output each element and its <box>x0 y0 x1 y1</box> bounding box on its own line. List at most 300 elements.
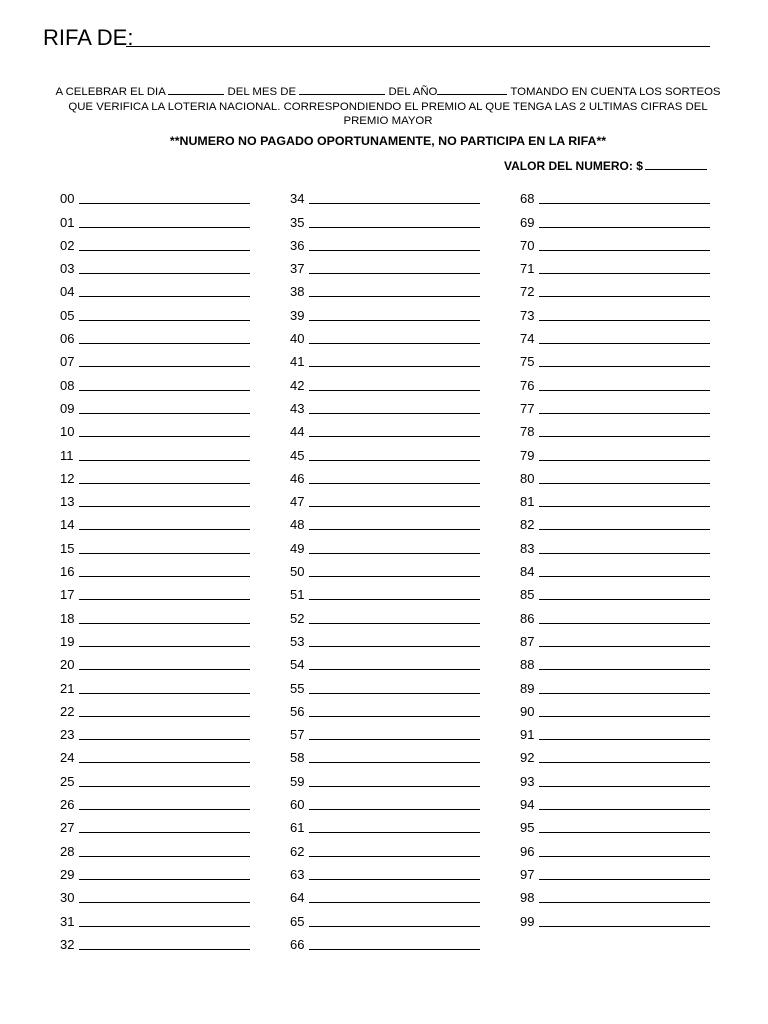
entry-name-line[interactable] <box>309 832 480 833</box>
entry-name-line[interactable] <box>539 320 710 321</box>
entry-name-line[interactable] <box>539 926 710 927</box>
entry-number: 36 <box>290 237 305 253</box>
entry-number: 47 <box>290 494 305 510</box>
entry-name-line[interactable] <box>309 926 480 927</box>
entry-name-line[interactable] <box>539 669 710 670</box>
entry-name-line[interactable] <box>309 390 480 391</box>
entry-name-line[interactable] <box>539 599 710 600</box>
entry-name-line[interactable] <box>309 786 480 787</box>
entry-number: 73 <box>520 307 535 323</box>
raffle-entry <box>60 790 250 813</box>
entry-name-line[interactable] <box>539 483 710 484</box>
entry-name-line[interactable] <box>309 506 480 507</box>
entry-number: 39 <box>290 307 305 323</box>
entry-name-line[interactable] <box>79 623 250 624</box>
entry-name-line[interactable] <box>79 273 250 274</box>
entry-name-line[interactable] <box>79 506 250 507</box>
entry-number: 75 <box>520 354 535 370</box>
raffle-entry <box>290 650 480 673</box>
entry-number: 27 <box>60 820 75 836</box>
entry-name-line[interactable] <box>79 902 250 903</box>
entry-name-line[interactable] <box>79 390 250 391</box>
entry-number: 30 <box>60 890 75 906</box>
entry-name-line[interactable] <box>79 250 250 251</box>
entry-number: 90 <box>520 703 535 719</box>
raffle-entry <box>290 254 480 277</box>
entry-number: 68 <box>520 191 535 207</box>
entry-name-line[interactable] <box>309 693 480 694</box>
entry-number: 43 <box>290 400 305 416</box>
raffle-entry <box>290 300 480 323</box>
entry-name-line[interactable] <box>309 436 480 437</box>
entry-name-line[interactable] <box>79 553 250 554</box>
entry-name-line[interactable] <box>309 553 480 554</box>
entry-number: 55 <box>290 680 305 696</box>
entry-name-line[interactable] <box>309 529 480 530</box>
entry-name-line[interactable] <box>309 227 480 228</box>
entry-number: 96 <box>520 843 535 859</box>
entry-number: 25 <box>60 773 75 789</box>
raffle-entry <box>290 790 480 813</box>
raffle-entry <box>60 184 250 207</box>
raffle-entry <box>520 394 710 417</box>
raffle-entry <box>520 464 710 487</box>
entry-name-line[interactable] <box>309 762 480 763</box>
entry-name-line[interactable] <box>539 716 710 717</box>
entry-number: 15 <box>60 540 75 556</box>
raffle-entry <box>290 464 480 487</box>
entry-name-line[interactable] <box>309 320 480 321</box>
entry-number: 92 <box>520 750 535 766</box>
day-blank[interactable] <box>168 84 224 95</box>
raffle-entry <box>520 277 710 300</box>
entry-number: 10 <box>60 424 75 440</box>
raffle-entry <box>520 231 710 254</box>
entry-name-line[interactable] <box>79 413 250 414</box>
raffle-entry <box>520 370 710 393</box>
entry-name-line[interactable] <box>79 529 250 530</box>
entry-number: 54 <box>290 657 305 673</box>
raffle-entry <box>60 370 250 393</box>
entry-number: 49 <box>290 540 305 556</box>
raffle-entry <box>520 417 710 440</box>
entry-number: 46 <box>290 470 305 486</box>
entry-number: 88 <box>520 657 535 673</box>
entry-name-line[interactable] <box>539 366 710 367</box>
raffle-entry <box>60 533 250 556</box>
entry-number: 05 <box>60 307 75 323</box>
entry-number: 16 <box>60 564 75 580</box>
raffle-entry <box>290 277 480 300</box>
numbers-column-1 <box>60 184 250 953</box>
entry-number: 04 <box>60 284 75 300</box>
raffle-entry <box>520 440 710 463</box>
entry-number: 48 <box>290 517 305 533</box>
entry-name-line[interactable] <box>309 250 480 251</box>
entry-number: 56 <box>290 703 305 719</box>
entry-number: 37 <box>290 261 305 277</box>
entry-name-line[interactable] <box>539 436 710 437</box>
entry-name-line[interactable] <box>79 296 250 297</box>
entry-number: 98 <box>520 890 535 906</box>
raffle-entry <box>60 254 250 277</box>
year-blank[interactable] <box>437 84 507 95</box>
entry-name-line[interactable] <box>79 832 250 833</box>
entry-name-line[interactable] <box>539 529 710 530</box>
entry-number: 99 <box>520 913 535 929</box>
entry-number: 20 <box>60 657 75 673</box>
entry-name-line[interactable] <box>309 716 480 717</box>
entry-name-line[interactable] <box>79 739 250 740</box>
entry-name-line[interactable] <box>79 669 250 670</box>
month-blank[interactable] <box>299 84 385 95</box>
raffle-entry <box>290 883 480 906</box>
entry-name-line[interactable] <box>79 879 250 880</box>
raffle-entry <box>60 417 250 440</box>
entry-name-line[interactable] <box>79 436 250 437</box>
entry-number: 95 <box>520 820 535 836</box>
raffle-entry <box>60 440 250 463</box>
entry-name-line[interactable] <box>309 413 480 414</box>
entry-name-line[interactable] <box>79 599 250 600</box>
entry-name-line[interactable] <box>309 949 480 950</box>
entry-name-line[interactable] <box>539 553 710 554</box>
raffle-entry <box>290 557 480 580</box>
raffle-entry <box>290 510 480 533</box>
entry-number: 06 <box>60 331 75 347</box>
entry-name-line[interactable] <box>309 343 480 344</box>
raffle-entry <box>290 930 480 953</box>
entry-name-line[interactable] <box>309 902 480 903</box>
entry-name-line[interactable] <box>309 646 480 647</box>
entry-name-line[interactable] <box>79 320 250 321</box>
entry-name-line[interactable] <box>539 576 710 577</box>
raffle-entry <box>290 394 480 417</box>
entry-name-line[interactable] <box>79 786 250 787</box>
raffle-entry <box>290 906 480 929</box>
raffle-entry <box>60 720 250 743</box>
raffle-entry <box>520 860 710 883</box>
entry-name-line[interactable] <box>79 926 250 927</box>
entry-number: 62 <box>290 843 305 859</box>
entry-number: 84 <box>520 564 535 580</box>
entry-number: 58 <box>290 750 305 766</box>
raffle-entry <box>290 184 480 207</box>
entry-number: 42 <box>290 377 305 393</box>
entry-number: 65 <box>290 913 305 929</box>
payment-notice: **NUMERO NO PAGADO OPORTUNAMENTE, NO PARTICIPA EN LA RIFA** <box>169 134 607 148</box>
raffle-entry <box>520 184 710 207</box>
raffle-entry <box>60 207 250 230</box>
entry-name-line[interactable] <box>539 506 710 507</box>
raffle-entry <box>520 254 710 277</box>
entry-number: 94 <box>520 797 535 813</box>
raffle-entry <box>60 930 250 953</box>
raffle-entry <box>60 860 250 883</box>
entry-name-line[interactable] <box>309 599 480 600</box>
entry-name-line[interactable] <box>309 739 480 740</box>
entry-name-line[interactable] <box>79 203 250 204</box>
entry-number: 40 <box>290 331 305 347</box>
raffle-entry <box>60 603 250 626</box>
entry-name-line[interactable] <box>539 623 710 624</box>
raffle-entry <box>520 673 710 696</box>
raffle-entry <box>520 300 710 323</box>
entry-number: 17 <box>60 587 75 603</box>
raffle-entry <box>60 650 250 673</box>
entry-number: 93 <box>520 773 535 789</box>
raffle-entry <box>290 417 480 440</box>
raffle-entry <box>60 813 250 836</box>
entry-number: 03 <box>60 261 75 277</box>
entry-name-line[interactable] <box>539 739 710 740</box>
entry-number: 70 <box>520 237 535 253</box>
entry-number: 61 <box>290 820 305 836</box>
entry-number: 51 <box>290 587 305 603</box>
entry-name-line[interactable] <box>79 646 250 647</box>
raffle-entry <box>60 580 250 603</box>
entry-number: 08 <box>60 377 75 393</box>
raffle-entry <box>60 743 250 766</box>
raffle-entry <box>60 627 250 650</box>
numbers-column-2 <box>290 184 480 953</box>
entry-number: 89 <box>520 680 535 696</box>
raffle-entry <box>520 347 710 370</box>
raffle-entry <box>520 580 710 603</box>
entry-name-line[interactable] <box>539 646 710 647</box>
valor-blank[interactable] <box>645 158 707 170</box>
raffle-entry <box>60 394 250 417</box>
raffle-entry <box>520 743 710 766</box>
entry-number: 64 <box>290 890 305 906</box>
entry-number: 01 <box>60 214 75 230</box>
entry-name-line[interactable] <box>539 856 710 857</box>
entry-name-line[interactable] <box>309 296 480 297</box>
raffle-entry <box>290 766 480 789</box>
entry-name-line[interactable] <box>79 227 250 228</box>
entry-name-line[interactable] <box>309 483 480 484</box>
raffle-entry <box>60 231 250 254</box>
entry-name-line[interactable] <box>539 413 710 414</box>
raffle-entry <box>60 836 250 859</box>
raffle-entry <box>520 813 710 836</box>
entry-number: 11 <box>60 447 74 463</box>
entry-name-line[interactable] <box>539 832 710 833</box>
intro-paragraph <box>50 84 726 129</box>
entry-name-line[interactable] <box>309 203 480 204</box>
raffle-entry <box>60 464 250 487</box>
entry-number: 76 <box>520 377 535 393</box>
raffle-entry <box>290 697 480 720</box>
raffle-entry <box>520 627 710 650</box>
entry-number: 32 <box>60 936 75 952</box>
raffle-entry <box>290 743 480 766</box>
raffle-entry <box>290 440 480 463</box>
entry-number: 14 <box>60 517 75 533</box>
entry-name-line[interactable] <box>79 483 250 484</box>
raffle-entry <box>60 510 250 533</box>
raffle-entry <box>60 883 250 906</box>
entry-name-line[interactable] <box>539 227 710 228</box>
intro-part-1: A CELEBRAR EL DIA <box>55 86 166 98</box>
entry-name-line[interactable] <box>79 856 250 857</box>
raffle-entry <box>520 720 710 743</box>
raffle-entry <box>60 673 250 696</box>
entry-number: 59 <box>290 773 305 789</box>
entry-number: 38 <box>290 284 305 300</box>
entry-name-line[interactable] <box>79 716 250 717</box>
raffle-entry <box>290 860 480 883</box>
entry-number: 81 <box>520 494 535 510</box>
entry-number: 24 <box>60 750 75 766</box>
entry-name-line[interactable] <box>79 809 250 810</box>
entry-number: 26 <box>60 797 75 813</box>
entry-name-line[interactable] <box>309 366 480 367</box>
entry-name-line[interactable] <box>539 343 710 344</box>
entry-number: 12 <box>60 470 75 486</box>
entry-name-line[interactable] <box>309 273 480 274</box>
entry-number: 97 <box>520 866 535 882</box>
raffle-entry <box>60 347 250 370</box>
entry-number: 52 <box>290 610 305 626</box>
raffle-entry <box>290 533 480 556</box>
entry-name-line[interactable] <box>309 623 480 624</box>
raffle-entry <box>290 207 480 230</box>
entry-name-line[interactable] <box>79 762 250 763</box>
entry-number: 35 <box>290 214 305 230</box>
entry-number: 13 <box>60 494 75 510</box>
raffle-entry <box>520 697 710 720</box>
raffle-entry <box>60 906 250 929</box>
entry-number: 82 <box>520 517 535 533</box>
raffle-entry <box>290 580 480 603</box>
entry-number: 07 <box>60 354 75 370</box>
entry-number: 02 <box>60 237 75 253</box>
entry-number: 18 <box>60 610 75 626</box>
entry-number: 28 <box>60 843 75 859</box>
entry-name-line[interactable] <box>539 762 710 763</box>
entry-number: 19 <box>60 633 75 649</box>
entry-name-line[interactable] <box>539 693 710 694</box>
raffle-entry <box>60 277 250 300</box>
entry-name-line[interactable] <box>309 809 480 810</box>
entry-number: 83 <box>520 540 535 556</box>
entry-number: 85 <box>520 587 535 603</box>
entry-number: 66 <box>290 936 305 952</box>
entry-name-line[interactable] <box>539 273 710 274</box>
intro-part-2: DEL MES DE <box>227 86 297 98</box>
entry-number: 29 <box>60 866 75 882</box>
raffle-entry <box>60 557 250 580</box>
entry-number: 00 <box>60 191 75 207</box>
raffle-entry <box>290 836 480 859</box>
entry-number: 72 <box>520 284 535 300</box>
entry-number: 63 <box>290 866 305 882</box>
entry-number: 91 <box>520 727 535 743</box>
raffle-entry <box>60 300 250 323</box>
entry-name-line[interactable] <box>79 693 250 694</box>
raffle-entry <box>520 790 710 813</box>
raffle-entry <box>520 557 710 580</box>
entry-name-line[interactable] <box>539 390 710 391</box>
entry-name-line[interactable] <box>309 669 480 670</box>
raffle-entry <box>60 487 250 510</box>
raffle-entry <box>290 603 480 626</box>
entry-name-line[interactable] <box>539 296 710 297</box>
raffle-entry <box>290 487 480 510</box>
entry-name-line[interactable] <box>539 460 710 461</box>
title-blank-line[interactable] <box>126 46 710 47</box>
entry-number: 44 <box>290 424 305 440</box>
raffle-entry <box>520 836 710 859</box>
entry-number: 21 <box>60 680 75 696</box>
entry-name-line[interactable] <box>79 366 250 367</box>
entry-name-line[interactable] <box>539 809 710 810</box>
raffle-entry <box>290 231 480 254</box>
raffle-entry <box>60 324 250 347</box>
raffle-entry <box>60 697 250 720</box>
raffle-entry <box>290 347 480 370</box>
raffle-entry <box>520 883 710 906</box>
raffle-entry <box>520 207 710 230</box>
entry-name-line[interactable] <box>539 786 710 787</box>
entry-name-line[interactable] <box>309 460 480 461</box>
raffle-entry <box>290 370 480 393</box>
raffle-entry <box>520 533 710 556</box>
entry-number: 78 <box>520 424 535 440</box>
entry-number: 57 <box>290 727 305 743</box>
intro-part-4: TOMANDO EN CUENTA LOS SORTEOS QUE VERIFICA LA LOTERIA NACIONAL. CORRESPONDIENDO EL PREMIO AL QUE TENGA LAS 2 ULTIMAS CIFRAS DEL PREMIO MAYOR <box>68 86 721 127</box>
entry-name-line[interactable] <box>539 203 710 204</box>
raffle-entry <box>290 673 480 696</box>
entry-number: 41 <box>290 354 305 370</box>
entry-name-line[interactable] <box>79 576 250 577</box>
entry-number: 23 <box>60 727 75 743</box>
entry-name-line[interactable] <box>309 856 480 857</box>
raffle-entry <box>520 487 710 510</box>
valor-numero <box>504 158 707 174</box>
raffle-entry <box>520 510 710 533</box>
raffle-entry <box>60 766 250 789</box>
entry-number: 09 <box>60 400 75 416</box>
raffle-entry <box>520 324 710 347</box>
entry-number: 86 <box>520 610 535 626</box>
entry-name-line[interactable] <box>539 250 710 251</box>
entry-number: 74 <box>520 331 535 347</box>
entry-name-line[interactable] <box>539 879 710 880</box>
raffle-entry <box>290 720 480 743</box>
raffle-entry <box>520 906 710 929</box>
entry-name-line[interactable] <box>79 343 250 344</box>
entry-number: 45 <box>290 447 305 463</box>
raffle-entry <box>520 650 710 673</box>
raffle-entry <box>290 324 480 347</box>
entry-number: 77 <box>520 400 535 416</box>
entry-number: 79 <box>520 447 535 463</box>
raffle-entry <box>290 813 480 836</box>
entry-name-line[interactable] <box>79 460 250 461</box>
entry-name-line[interactable] <box>309 879 480 880</box>
entry-name-line[interactable] <box>309 576 480 577</box>
raffle-entry <box>290 627 480 650</box>
entry-name-line[interactable] <box>539 902 710 903</box>
raffle-entry <box>520 766 710 789</box>
valor-label: VALOR DEL NUMERO: $ <box>504 159 643 173</box>
raffle-entry <box>520 603 710 626</box>
entry-number: 53 <box>290 633 305 649</box>
entry-name-line[interactable] <box>79 949 250 950</box>
entry-number: 80 <box>520 470 535 486</box>
